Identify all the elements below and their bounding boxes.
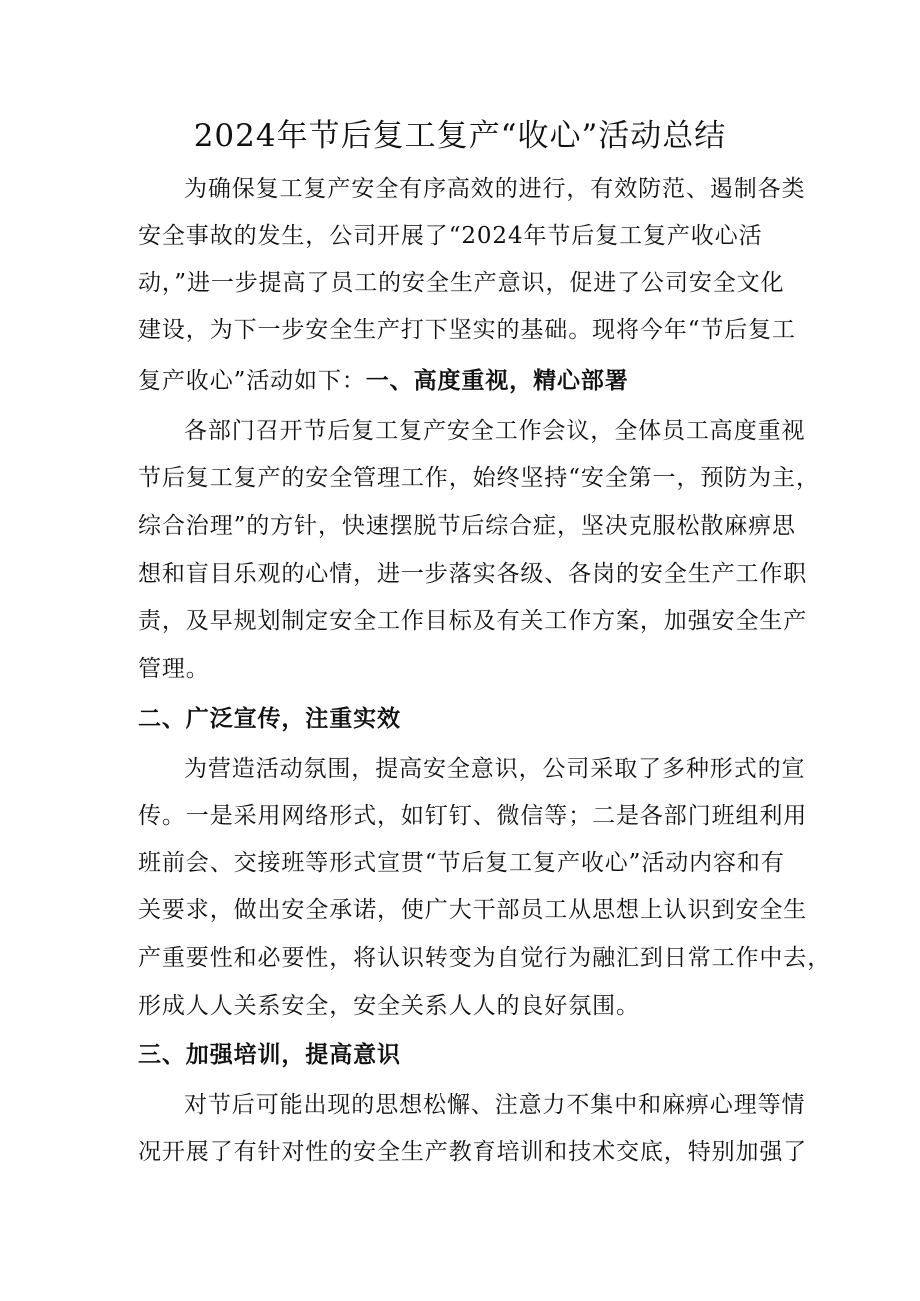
section-1-line-3: 综合治理”的方针，快速摆脱节后综合症，坚决克服松散麻痹思 [138, 513, 796, 539]
section-3-line-2: 况开展了有针对性的安全生产教育培训和技术交底，特别加强了 [138, 1139, 808, 1165]
document-title: 2024年节后复工复产“收心”活动总结 [193, 118, 727, 154]
intro-line-2: 安全事故的发生，公司开展了“2024年节后复工复产收心活 [138, 223, 763, 249]
section-1-line-6: 管理。 [138, 656, 210, 682]
section-2-line-3: 班前会、交接班等形式宣贯“节后复工复产收心”活动内容和有 [138, 850, 785, 876]
section-1-line-1: 各部门召开节后复工复产安全工作会议，全体员工高度重视 [184, 418, 806, 444]
section-1-heading: 一、高度重视，精心部署 [365, 367, 629, 394]
section-1-line-2: 节后复工复产的安全管理工作，始终坚持“安全第一，预防为主， [138, 465, 820, 491]
section-3-line-1: 对节后可能出现的思想松懈、注意力不集中和麻痹心理等情 [184, 1092, 806, 1118]
section-2-heading: 二、广泛宣传，注重实效 [138, 705, 401, 732]
intro-line-3: 动，”进一步提高了员工的安全生产意识，促进了公司安全文化 [138, 270, 785, 296]
section-1-line-5: 责，及早规划制定安全工作目标及有关工作方案，加强安全生产 [138, 608, 808, 634]
section-2-line-4: 关要求，做出安全承诺，使广大干部员工从思想上认识到安全生 [138, 897, 808, 923]
section-2-line-6: 形成人人关系安全，安全关系人人的良好氛围。 [138, 993, 640, 1019]
intro-line-4: 建设，为下一步安全生产打下坚实的基础。现将今年“节后复工 [138, 317, 796, 343]
section-2-line-1: 为营造活动氛围，提高安全意识，公司采取了多种形式的宣 [184, 756, 806, 782]
section-2-line-5: 产重要性和必要性，将认识转变为自觉行为融汇到日常工作中去， [138, 945, 832, 971]
section-2-line-2: 传。一是采用网络形式，如钉钉、微信等；二是各部门班组利用 [138, 803, 808, 829]
intro-line-5 [138, 364, 629, 398]
intro-line-5-text: 复产收心”活动如下： [138, 368, 366, 394]
section-1-line-4: 想和盲目乐观的心情，进一步落实各级、各岗的安全生产工作职 [138, 561, 808, 587]
intro-line-1: 为确保复工复产安全有序高效的进行，有效防范、遏制各类 [184, 176, 806, 202]
section-3-heading: 三、加强培训，提高意识 [138, 1041, 401, 1068]
